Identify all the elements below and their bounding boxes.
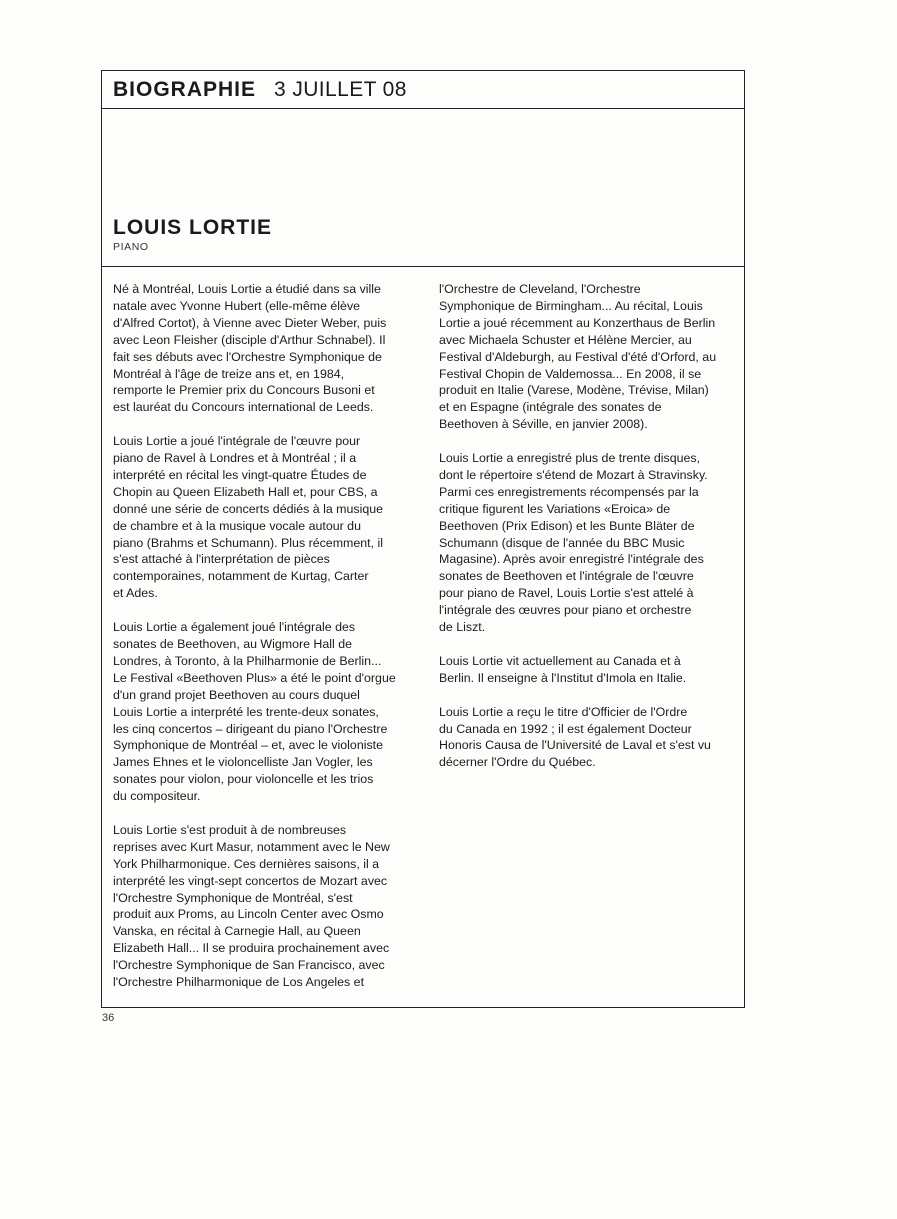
text-line: l'Orchestre de Cleveland, l'Orchestre — [439, 282, 641, 296]
text-line: de Liszt. — [439, 620, 486, 635]
text-line: natale avec Yvonne Hubert (elle-même élève — [113, 298, 361, 313]
text-line: produit en Italie (Varese, Modène, Trévise, Milan) — [439, 383, 709, 398]
text-line: pour piano de Ravel, Louis Lortie s'est attelé à — [439, 586, 694, 601]
text-line: de chambre et à la musique vocale autour du — [113, 518, 361, 533]
text-line: piano de Ravel à Londres et à Montréal ; il a — [113, 451, 357, 466]
text-line: est lauréat du Concours international de Leeds. — [113, 400, 374, 415]
text-line: l'Orchestre Symphonique de San Francisco, avec — [113, 958, 385, 973]
text-line: fait ses débuts avec l'Orchestre Symphonique de — [113, 349, 382, 364]
text-line: Elizabeth Hall... Il se produira prochainement avec — [113, 941, 390, 956]
text-line: l'intégrale des œuvres pour piano et orchestre — [439, 603, 692, 618]
text-line: Berlin. Il enseigne à l'Institut d'Imola en Italie. — [439, 670, 687, 685]
text-line: Magasine). Après avoir enregistré l'intégrale des — [439, 552, 704, 567]
text-line: Symphonique de Birmingham... Au récital, Louis — [439, 298, 703, 313]
text-line: d'un grand projet Beethoven au cours duquel — [113, 687, 360, 702]
text-line: Festival d'Aldeburgh, au Festival d'été d'Orford, au — [439, 349, 717, 364]
text-line: Louis Lortie a joué l'intégrale de l'œuvre pour — [113, 434, 361, 449]
text-line: Louis Lortie vit actuellement au Canada et à — [439, 653, 681, 668]
concert-date: 3 JUILLET 08 — [274, 77, 407, 101]
text-line: Symphonique de Montréal – et, avec le violoniste — [113, 738, 383, 753]
text-line: critique figurent les Variations «Eroica» de — [439, 501, 671, 516]
text-line: Londres, à Toronto, à la Philharmonie de Berlin... — [113, 653, 382, 668]
text-line: l'Orchestre Symphonique de Montréal, s'est — [113, 890, 353, 905]
text-line: Chopin au Queen Elizabeth Hall et, pour CBS, a — [113, 484, 378, 499]
text-line: Né à Montréal, Louis Lortie a étudié dans sa ville — [113, 282, 381, 296]
paragraph — [439, 653, 739, 687]
text-line: Louis Lortie a enregistré plus de trente disques, — [439, 451, 701, 466]
text-line: James Ehnes et le violoncelliste Jan Vogler, les — [113, 755, 373, 770]
page-number: 36 — [102, 1012, 115, 1024]
text-line: Montréal à l'âge de treize ans et, en 1984, — [113, 366, 345, 381]
paragraph — [113, 822, 413, 991]
text-line: dont le répertoire s'étend de Mozart à Stravinsky. — [439, 467, 708, 482]
left-text-column — [113, 281, 413, 1008]
text-line: Beethoven à Séville, en janvier 2008). — [439, 417, 648, 432]
text-line: Louis Lortie a interprété les trente-deux sonates, — [113, 704, 379, 719]
text-line: Beethoven (Prix Edison) et les Bunte Bläter de — [439, 518, 695, 533]
text-line: s'est attaché à l'interprétation de pièces — [113, 552, 330, 567]
text-line: Louis Lortie a reçu le titre d'Officier de l'Ordre — [439, 704, 688, 719]
text-line: du Canada en 1992 ; il est également Docteur — [439, 721, 692, 736]
text-line: Parmi ces enregistrements récompensés par la — [439, 484, 699, 499]
text-line: Honoris Causa de l'Université de Laval et s'est vu — [439, 738, 711, 753]
header-bar — [102, 71, 744, 109]
text-line: Lortie a joué récemment au Konzerthaus de Berlin — [439, 315, 716, 330]
artist-instrument: PIANO — [113, 241, 149, 253]
text-line: sonates pour violon, pour violoncelle et les trios — [113, 772, 374, 787]
text-line: Louis Lortie a également joué l'intégrale des — [113, 620, 356, 635]
right-text-column — [439, 281, 739, 788]
paragraph — [113, 619, 413, 805]
text-line: donné une série de concerts dédiés à la musique — [113, 501, 384, 516]
paragraph — [439, 704, 739, 772]
section-title: BIOGRAPHIE — [113, 77, 257, 101]
text-line: avec Leon Fleisher (disciple d'Arthur Schnabel). Il — [113, 332, 386, 347]
text-line: décerner l'Ordre du Québec. — [439, 755, 596, 770]
text-line: d'Alfred Cortot), à Vienne avec Dieter Weber, puis — [113, 315, 387, 330]
text-line: remporte le Premier prix du Concours Busoni et — [113, 383, 375, 398]
text-line: sonates de Beethoven, au Wigmore Hall de — [113, 637, 353, 651]
text-line: Louis Lortie s'est produit à de nombreuses — [113, 822, 347, 837]
text-line: Schumann (disque de l'année du BBC Music — [439, 535, 685, 550]
text-line: du compositeur. — [113, 789, 201, 804]
text-line: reprises avec Kurt Masur, notamment avec le New — [113, 839, 390, 854]
text-line: York Philharmonique. Ces dernières saisons, il a — [113, 856, 380, 871]
text-line: les cinq concertos – dirigeant du piano l'Orchestre — [113, 721, 388, 736]
text-line: et en Espagne (intégrale des sonates de — [439, 400, 662, 415]
text-line: l'Orchestre Philharmonique de Los Angeles et — [113, 975, 365, 990]
biography-frame — [101, 70, 745, 1008]
text-line: Festival Chopin de Valdemossa... En 2008, il se — [439, 366, 702, 381]
text-line: interprété en récital les vingt-quatre Études de — [113, 467, 367, 482]
text-line: avec Michaela Schuster et Hélène Mercier, au — [439, 332, 692, 347]
text-line: interprété les vingt-sept concertos de Mozart avec — [113, 873, 388, 888]
paragraph — [439, 281, 739, 433]
text-line: contemporaines, notamment de Kurtag, Carter — [113, 569, 369, 584]
paragraph — [439, 450, 739, 636]
text-line: Le Festival «Beethoven Plus» a été le point d'orgue — [113, 670, 396, 685]
artist-block — [102, 109, 744, 267]
text-line: piano (Brahms et Schumann). Plus récemment, il — [113, 535, 383, 550]
paragraph — [113, 433, 413, 602]
text-line: sonates de Beethoven et l'intégrale de l'œuvre — [439, 569, 694, 584]
artist-name: LOUIS LORTIE — [113, 216, 272, 239]
text-line: et Ades. — [113, 586, 158, 601]
paragraph — [113, 281, 413, 416]
text-line: produit aux Proms, au Lincoln Center avec Osmo — [113, 907, 384, 922]
text-line: Vanska, en récital à Carnegie Hall, au Queen — [113, 924, 361, 939]
